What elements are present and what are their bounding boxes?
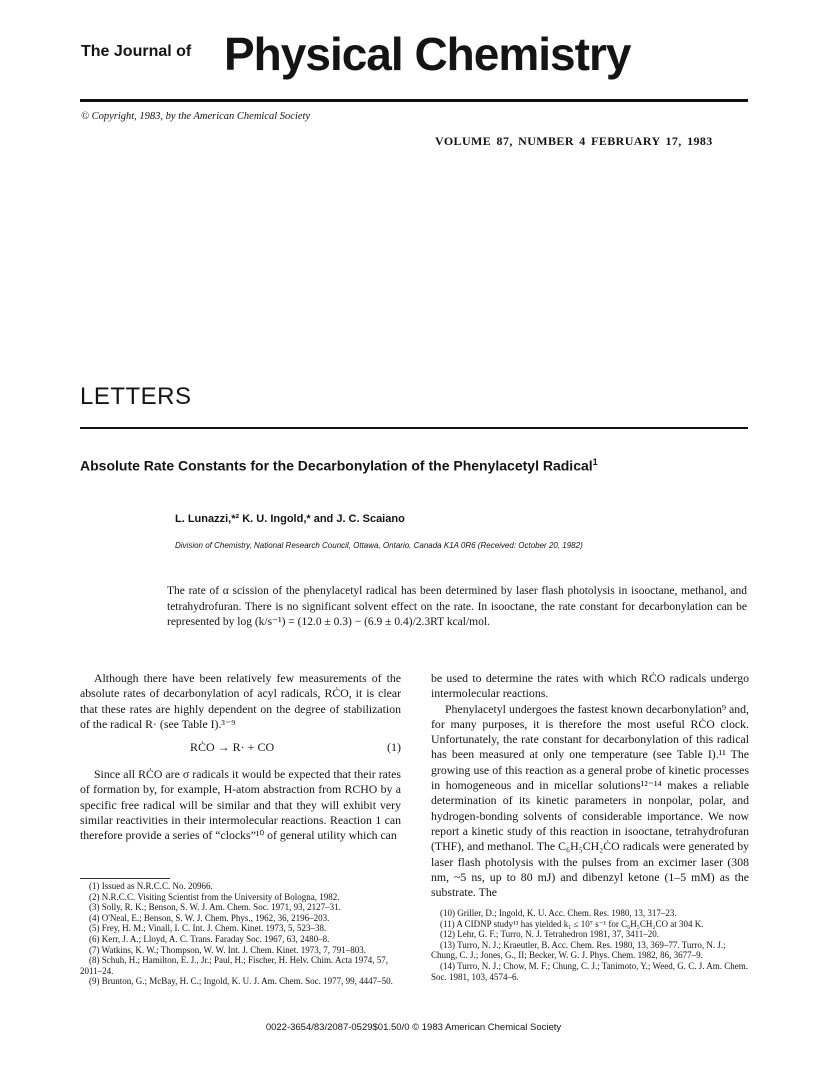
footnote: (4) O'Neal, E.; Benson, S. W. J. Chem. Phys., 1962, 36, 2196–203. [89,912,330,923]
body-paragraph: Phenylacetyl undergoes the fastest known decarbonylation⁹ and, for many purposes, it is therefore the most useful RĊO clock. Unfortunately, the rate constant for decarbonylation of this radical has been measured at only one temperature (see Table I).¹¹ The growing use of this reaction as a general probe of kinetic processes in homogeneous and in micellar solutions¹²⁻¹⁴ makes a reliable determination of its kinetic parameters in nonpolar, polar, and hydrogen-bonding solvents of considerable importance. We now report a kinetic study of this reaction in isooctane, tetrahydrofuran (THF), and methanol. The C₆H₅CH₂ĊO radicals were generated by laser flash photolysis with the pulses from an excimer laser (308 nm, ~5 ns, up to 80 mJ) and dibenzyl ketone (1–5 mM) as the substrate. The [431,701,749,900]
title-footnote-ref: 1 [592,457,598,467]
footnote: (11) A CIDNP study¹³ has yielded k₁ ≤ 10⁷ s⁻¹ for C₆H₅CH₂CO at 304 K. [440,918,704,929]
journal-name-main: Physical Chemistry [224,28,631,80]
body-right-column [431,671,749,900]
equation-text: RĊO → R· + CO [190,740,275,754]
footnotes-left [80,881,401,987]
article-title [80,457,598,474]
article-abstract: The rate of α scission of the phenylacetyl radical has been determined by laser flash photolysis in isooctane, methanol, and tetrahydrofuran. There is no significant solvent effect on the rate. In isooctane, the rate constant for decarbonylation can be represented by log (k/s⁻¹) = (12.0 ± 0.3) − (6.9 ± 0.4)/2.3RT kcal/mol. [167,585,747,628]
footnotes-right [431,908,749,982]
equation-1 [190,740,401,755]
footnote: (13) Turro, N. J.; Kraeutler, B. Acc. Chem. Res. 1980, 13, 369–77. Turro, N. J.; Chung, C. J.; Jones, G., II; Becker, W. G. J. Phys. Chem. 1982, 86, 3677–9. [431,939,726,961]
article-title-text: Absolute Rate Constants for the Decarbonylation of the Phenylacetyl Radical [80,457,593,474]
journal-name-prefix: The Journal of [81,43,192,60]
body-left-column-continued [80,767,401,843]
equation-number: (1) [387,740,401,754]
footnote: (9) Brunton, G.; McBay, H. C.; Ingold, K. U. J. Am. Chem. Soc. 1977, 99, 4447–50. [89,976,393,987]
page-footer: 0022-3654/83/2087-0529$01.50/0 © 1983 American Chemical Society [265,1022,562,1033]
footnote: (10) Griller, D.; Ingold, K. U. Acc. Chem. Res. 1980, 13, 317–23. [440,908,677,918]
section-heading: LETTERS [80,383,192,410]
footnote: (8) Schuh, H.; Hamilton, E. J., Jr.; Paul, H.; Fischer, H. Helv. Chim. Acta 1974, 57, 2011–24. [80,955,389,976]
footnote: (3) Solly, R. K.; Benson, S. W. J. Am. Chem. Soc. 1971, 93, 2127–31. [89,902,341,913]
body-paragraph: be used to determine the rates with which RĊO radicals undergo intermolecular reactions. [431,671,749,701]
footnote: (14) Turro, N. J.; Chow, M. F.; Chung, C. J.; Tanimoto, Y.; Weed, G. C. J. Am. Chem. Soc. 1981, 103, 4574–6. [431,960,749,982]
footnote-rule [80,878,170,879]
volume-line: VOLUME 87, NUMBER 4 FEBRUARY 17, 1983 [435,134,713,148]
copyright-line: © Copyright, 1983, by the American Chemical Society [81,111,311,122]
footnote: (1) Issued as N.R.C.C. No. 20966. [89,881,213,891]
masthead-rule [80,99,748,102]
body-left-column [80,671,401,732]
section-rule [80,427,748,429]
footnote: (5) Frey, H. M.; Vinall, I. C. Int. J. Chem. Kinet. 1973, 5, 523–38. [89,923,327,934]
footnote: (6) Kerr, J. A.; Lloyd, A. C. Trans. Faraday Soc. 1967, 63, 2480–8. [89,933,330,944]
footnote: (7) Watkins, K. W.; Thompson, W. W. Int. J. Chem. Kinet. 1973, 7, 791–803. [89,944,366,955]
body-paragraph: Although there have been relatively few measurements of the absolute rates of decarbonylation of acyl radicals, RĊO, it is clear that these rates are highly dependent on the degree of stabilization of the radical R· (see Table I).³⁻⁹ [80,671,401,731]
article-affiliation: Division of Chemistry, National Research Council, Ottawa, Ontario, Canada K1A 0R6 (Received: October 20, 1982) [175,541,583,550]
footnote: (2) N.R.C.C. Visiting Scientist from the University of Bologna, 1982. [89,891,340,902]
article-authors: L. Lunazzi,*² K. U. Ingold,* and J. C. Scaiano [175,513,405,525]
body-paragraph: Since all RĊO are σ radicals it would be expected that their rates of formation by, for example, H-atom abstraction from RCHO by a specific free radical will be similar and that they will exhibit very similar reactivities in their intermolecular reactions. Reaction 1 can therefore provide a series of “clocks”¹⁰ of general utility which can [80,767,401,843]
footnote: (12) Lehr, G. F.; Turro, N. J. Tetrahedron 1981, 37, 3411–20. [440,929,660,940]
